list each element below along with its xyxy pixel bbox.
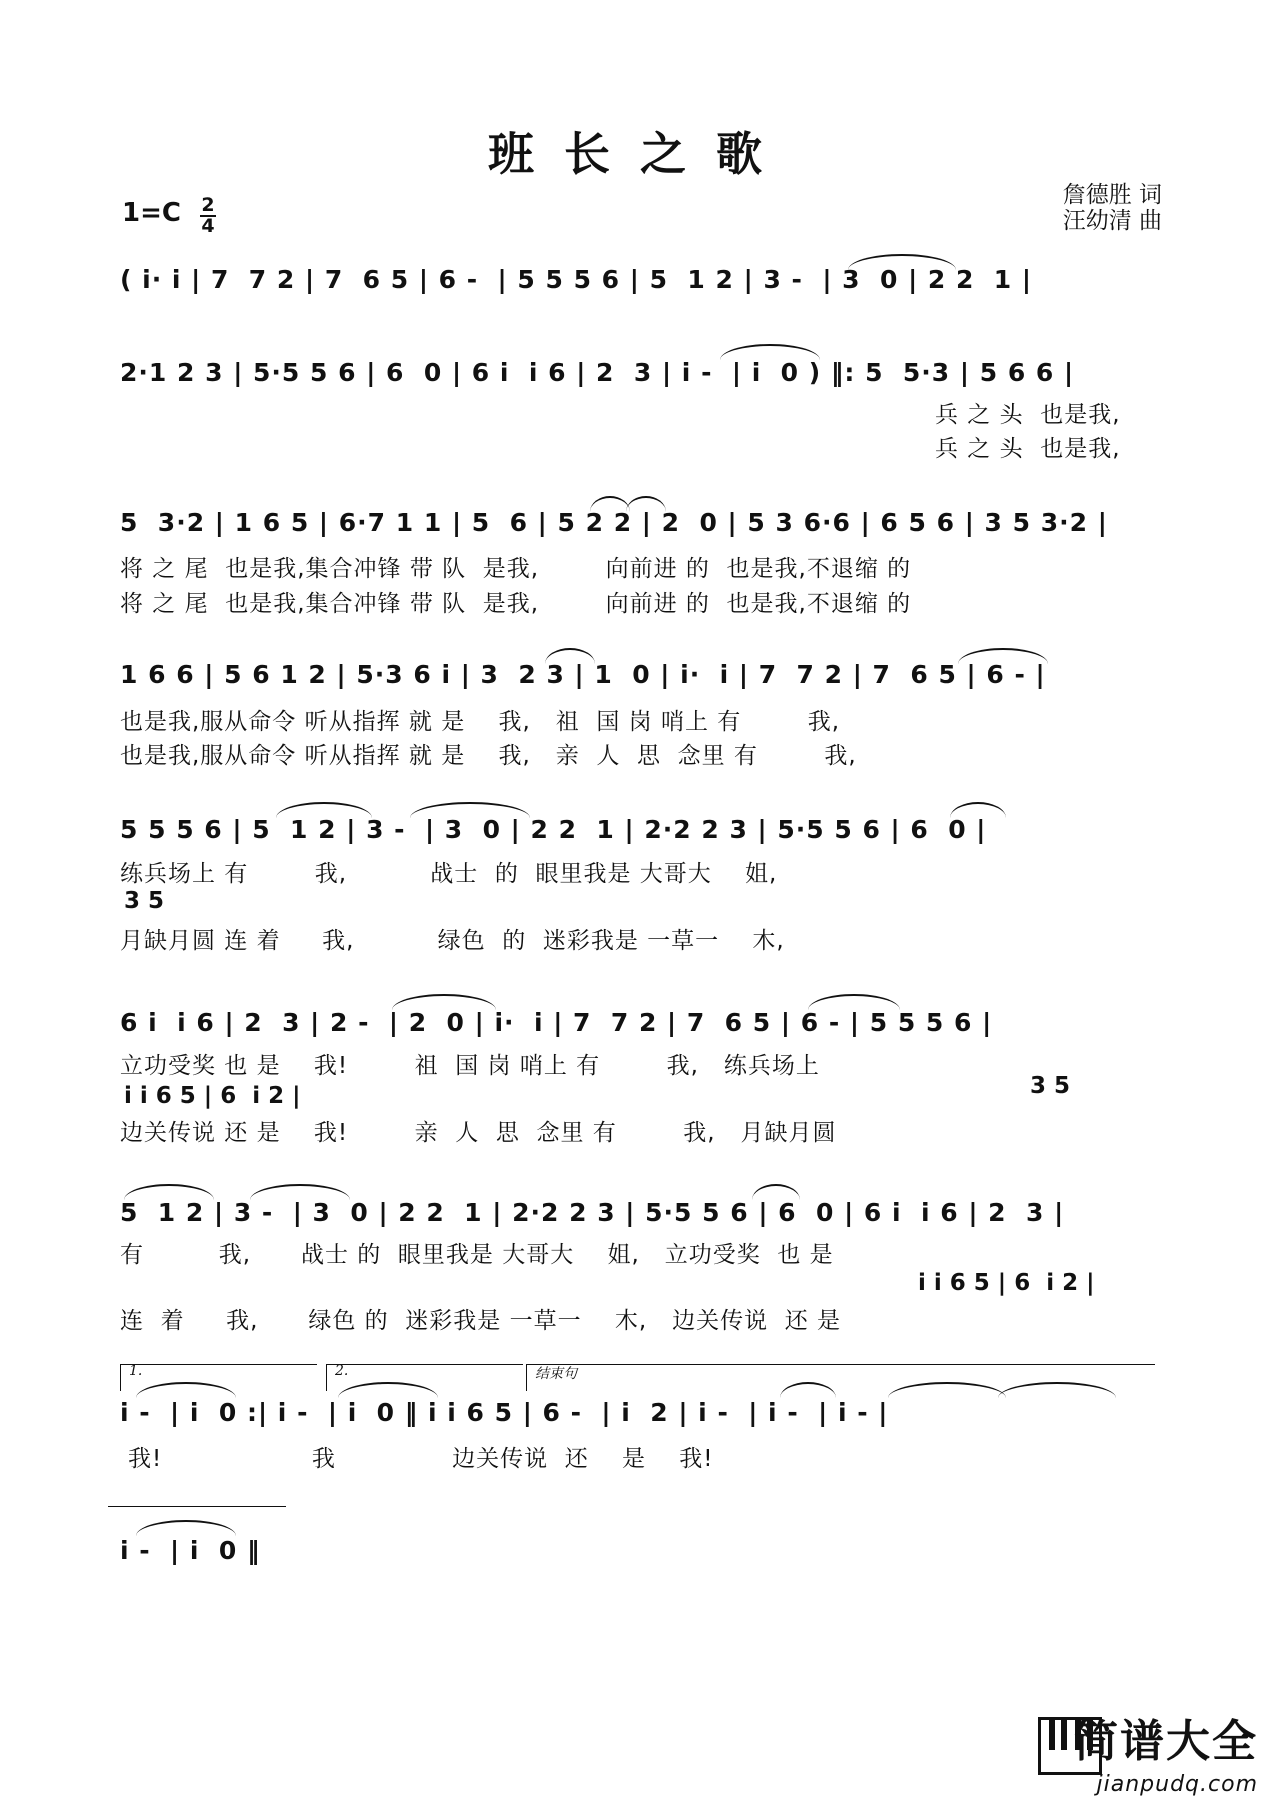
volta-second: 2. (335, 1363, 349, 1379)
notation-line-7: 5 1 2 | 3 - | 3 0 | 2 2 1 | 2·2 2 3 | 5·5 5 6 | 6 0 | 6 i i 6 | 2 3 | (120, 1198, 1065, 1227)
watermark-name: 简谱大全 (1074, 1716, 1258, 1767)
lyric-line-8: 我! 我 边关传说 还 是 我! (128, 1446, 714, 1472)
lyric-line-6b: 边关传说 还 是 我! 亲 人 思 念里 有 我, 月缺月圆 (120, 1120, 837, 1146)
alt-notes-5: 3 5 (124, 888, 165, 914)
time-sig-top: 2 (201, 194, 215, 216)
key-signature: 1=C (122, 198, 181, 228)
lyric-line-6a: 立功受奖 也 是 我! 祖 国 岗 哨上 有 我, 练兵场上 (120, 1053, 820, 1079)
volta-first: 1. (129, 1363, 143, 1379)
composer-credit: 汪幼清 曲 (1062, 208, 1162, 234)
alt-notes-7: i i 6 5 | 6 i 2 | (918, 1270, 1095, 1296)
watermark-url: jianpudq.com (1096, 1772, 1258, 1797)
song-title: 班长之歌 (488, 127, 792, 181)
lyric-line-3b: 将 之 尾 也是我,集合冲锋 带 队 是我, 向前进 的 也是我,不退缩 的 (120, 591, 912, 617)
lyricist-credit: 詹德胜 词 (1062, 182, 1162, 208)
lyric-line-2b: 兵 之 头 也是我, (935, 436, 1121, 462)
notation-line-5: 5 5 5 6 | 5 1 2 | 3 - | 3 0 | 2 2 1 | 2·2 2 3 | 5·5 5 6 | 6 0 | (120, 815, 987, 844)
notation-line-1: ( i· i | 7 7 2 | 7 6 5 | 6 - | 5 5 5 6 | 5 1 2 | 3 - | 3 0 | 2 2 1 | (120, 265, 1033, 294)
notation-line-2: 2·1 2 3 | 5·5 5 6 | 6 0 | 6 i i 6 | 2 3 | i - | i 0 ) ‖: 5 5·3 | 5 6 6 | (120, 358, 1075, 387)
lyric-line-4b: 也是我,服从命令 听从指挥 就 是 我, 亲 人 思 念里 有 我, (120, 743, 857, 769)
lyric-line-4a: 也是我,服从命令 听从指挥 就 是 我, 祖 国 岗 哨上 有 我, (120, 709, 841, 735)
coda-label: 结束句 (535, 1366, 577, 1382)
lyric-line-2a: 兵 之 头 也是我, (935, 402, 1121, 428)
time-sig-bottom: 4 (201, 215, 215, 237)
lyric-line-5a: 练兵场上 有 我, 战士 的 眼里我是 大哥大 姐, (120, 861, 778, 887)
notation-line-3: 5 3·2 | 1 6 5 | 6·7 1 1 | 5 6 | 5 2 2 | 2 0 | 5 3 6·6 | 6 5 6 | 3 5 3·2 | (120, 508, 1108, 537)
alt-notes-6-right: 3 5 (1030, 1073, 1071, 1099)
lyric-line-5b: 月缺月圆 连 着 我, 绿色 的 迷彩我是 一草一 木, (120, 928, 785, 954)
notation-line-6: 6 i i 6 | 2 3 | 2 - | 2 0 | i· i | 7 7 2 | 7 6 5 | 6 - | 5 5 5 6 | (120, 1008, 993, 1037)
notation-line-9: i - | i 0 ‖ (120, 1536, 261, 1565)
lyric-line-7b: 连 着 我, 绿色 的 迷彩我是 一草一 木, 边关传说 还 是 (120, 1308, 842, 1334)
notation-line-4: 1 6 6 | 5 6 1 2 | 5·3 6 i | 3 2 3 | 1 0 | i· i | 7 7 2 | 7 6 5 | 6 - | (120, 660, 1046, 689)
notation-line-8: i - | i 0 :| i - | i 0 ‖ i i 6 5 | 6 - | i 2 | i - | i - | i - | (120, 1398, 889, 1427)
lyric-line-7a: 有 我, 战士 的 眼里我是 大哥大 姐, 立功受奖 也 是 (120, 1242, 834, 1268)
time-signature (200, 196, 216, 236)
lyric-line-3a: 将 之 尾 也是我,集合冲锋 带 队 是我, 向前进 的 也是我,不退缩 的 (120, 556, 912, 582)
alt-notes-6: i i 6 5 | 6 i 2 | (124, 1083, 301, 1109)
